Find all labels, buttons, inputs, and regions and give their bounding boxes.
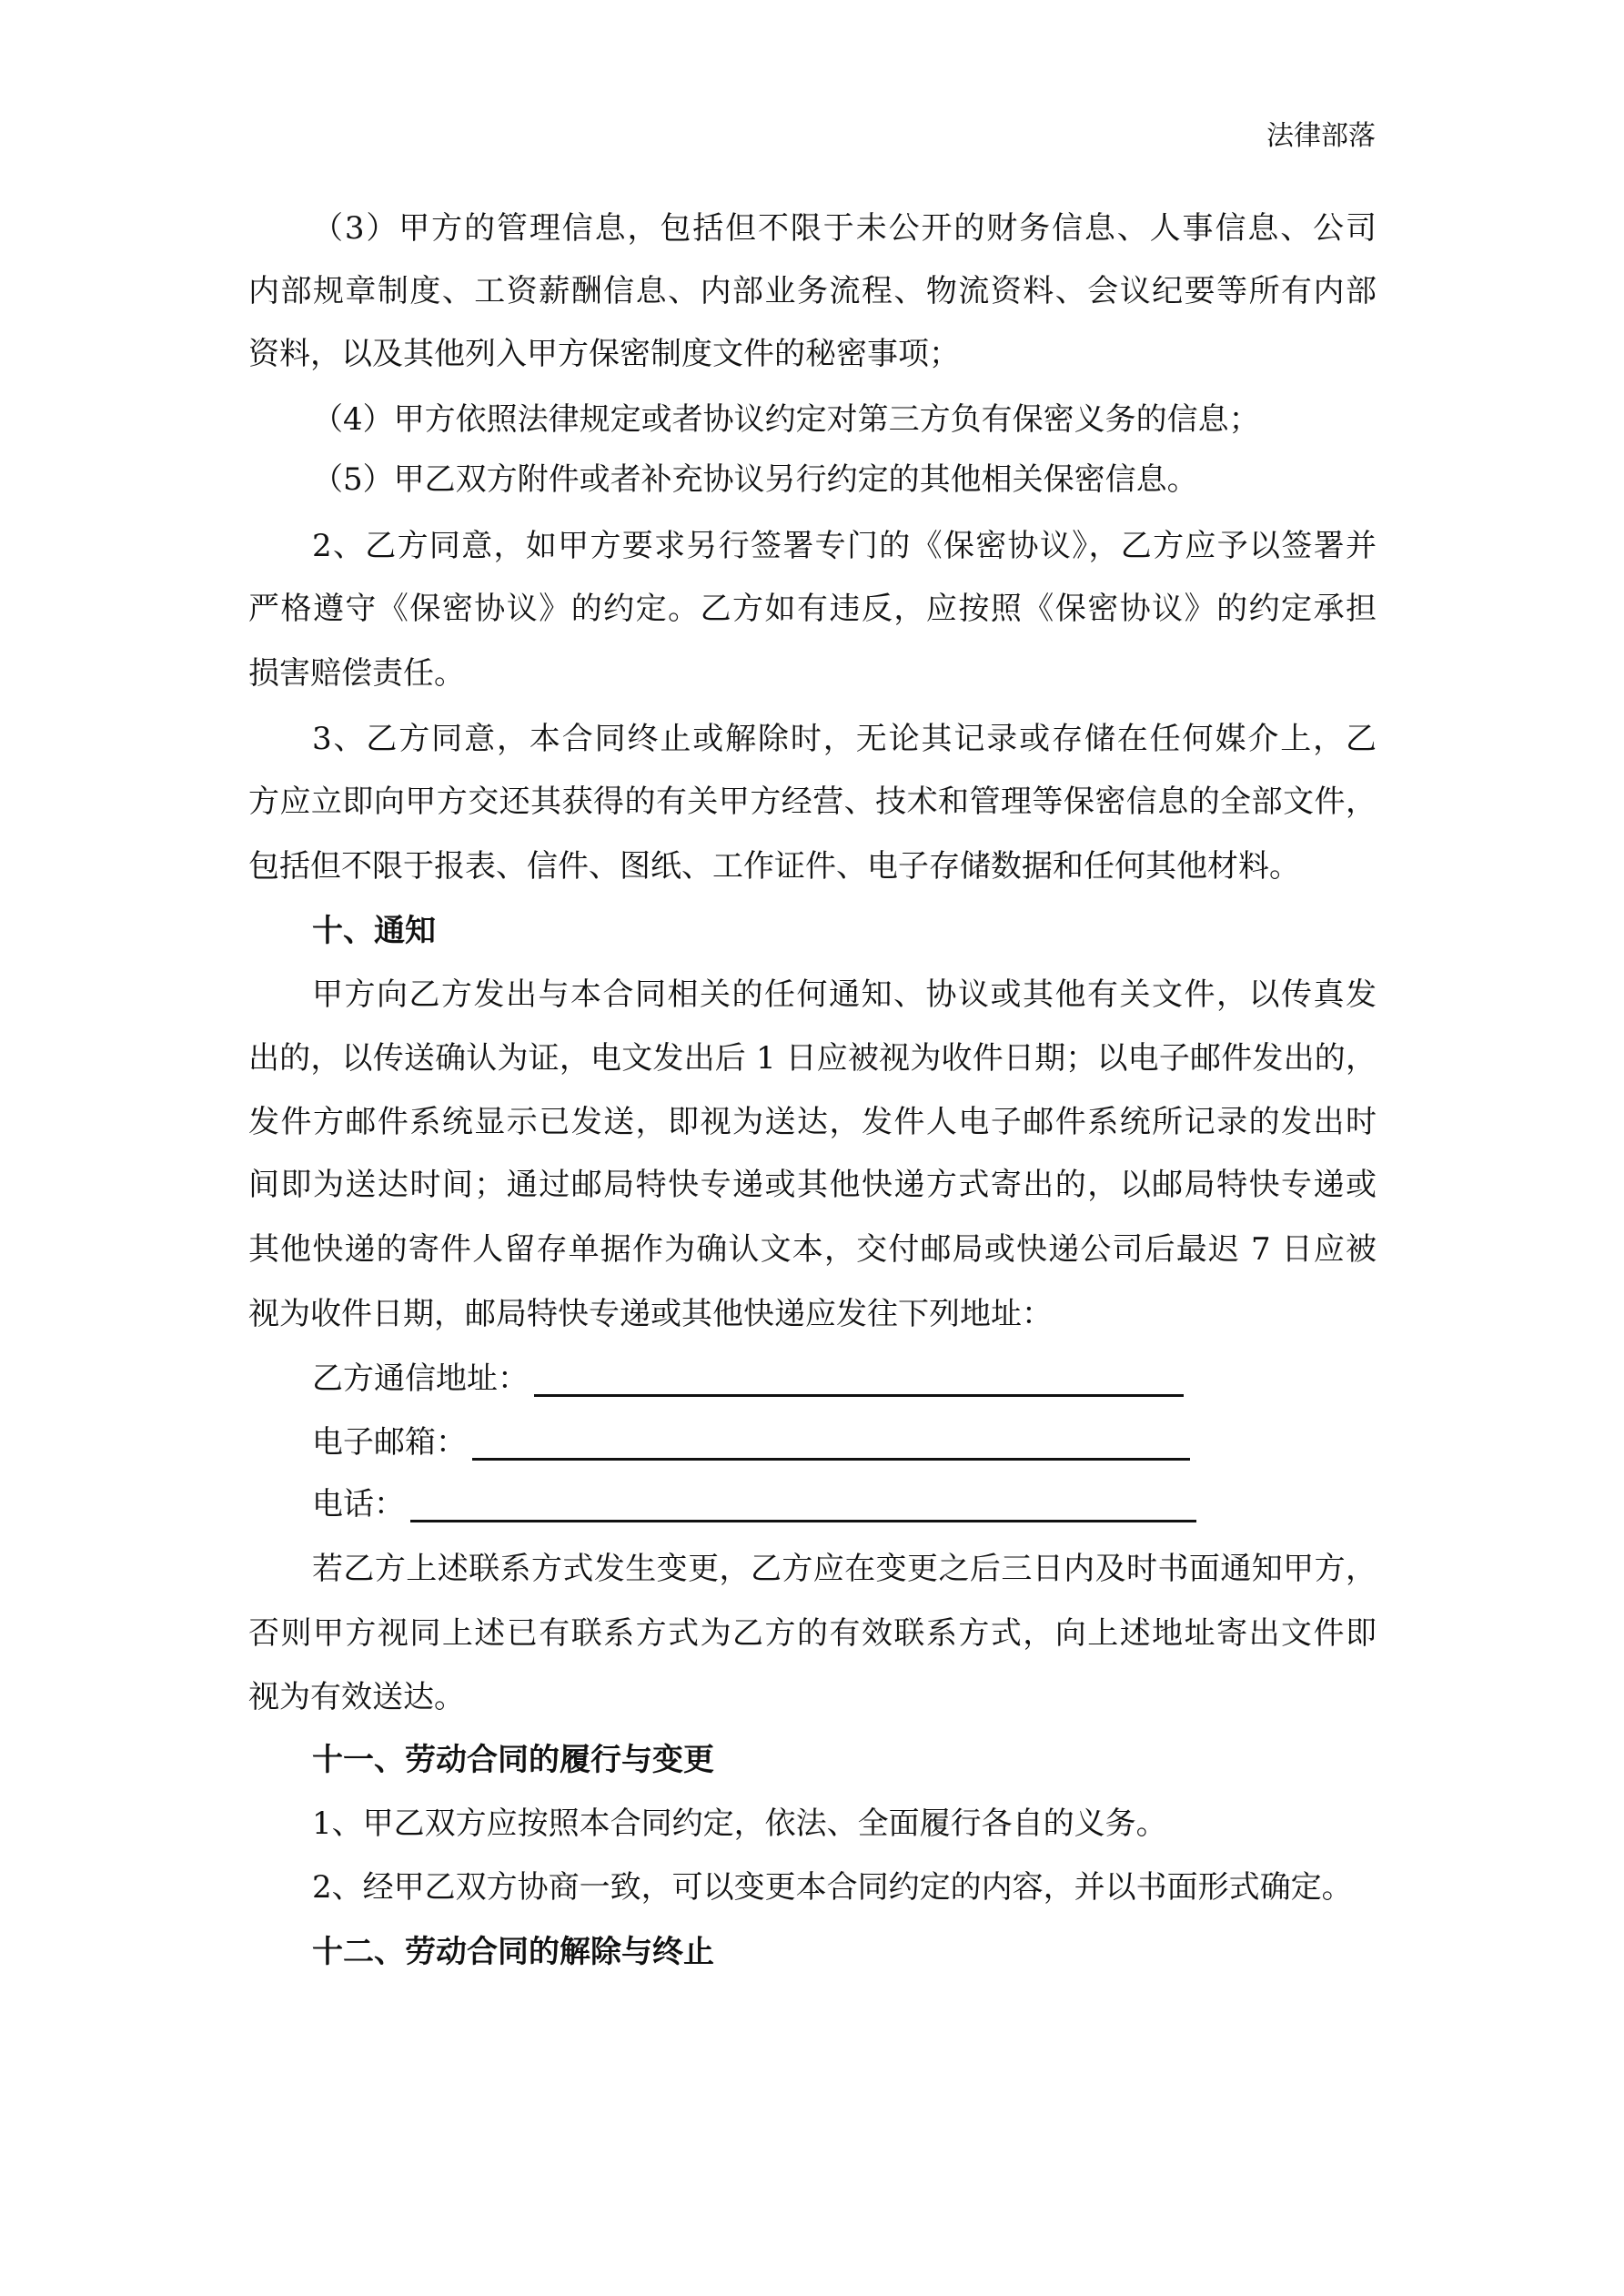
paragraph-line: 资料，以及其他列入甲方保密制度文件的秘密事项；: [248, 336, 960, 372]
paragraph-line: 视为收件日期，邮局特快专递或其他快递应发往下列地址：: [248, 1296, 1053, 1332]
address-label: 乙方通信地址：: [312, 1360, 529, 1397]
paragraph-line: 否则甲方视同上述已有联系方式为乙方的有效联系方式，向上述地址寄出文件即: [248, 1615, 1377, 1652]
paragraph-line: 方应立即向甲方交还其获得的有关甲方经营、技术和管理等保密信息的全部文件，: [248, 784, 1377, 820]
section-heading: 十、通知: [312, 913, 436, 949]
address-field[interactable]: [312, 1347, 1440, 1411]
paragraph-line: 视为有效送达。: [248, 1679, 465, 1715]
phone-blank[interactable]: [410, 1487, 1196, 1522]
paragraph-line: 包括但不限于报表、信件、图纸、工作证件、电子存储数据和任何其他材料。: [248, 848, 1300, 885]
section-heading: 十二、劳动合同的解除与终止: [312, 1934, 714, 1970]
paragraph-line: 内部规章制度、工资薪酬信息、内部业务流程、物流资料、会议纪要等所有内部: [248, 273, 1377, 309]
page-header: 法律部落: [1266, 120, 1376, 152]
address-blank[interactable]: [534, 1361, 1184, 1397]
paragraph-line: 3、乙方同意，本合同终止或解除时，无论其记录或存储在任何媒介上，乙: [312, 721, 1377, 757]
section-heading: 十一、劳动合同的履行与变更: [312, 1742, 714, 1778]
paragraph-line: 间即为送达时间；通过邮局特快专递或其他快递方式寄出的，以邮局特快专递或: [248, 1167, 1377, 1203]
paragraph-line: 1、甲乙双方应按照本合同约定，依法、全面履行各自的义务。: [312, 1805, 1167, 1842]
email-field[interactable]: [312, 1411, 1440, 1474]
phone-label: 电话：: [312, 1486, 405, 1522]
paragraph-line: （5）甲乙双方附件或者补充协议另行约定的其他相关保密信息。: [312, 461, 1198, 498]
email-blank[interactable]: [472, 1425, 1190, 1461]
paragraph-line: 若乙方上述联系方式发生变更，乙方应在变更之后三日内及时书面通知甲方，: [312, 1551, 1377, 1587]
paragraph-line: 出的，以传送确认为证，电文发出后 1 日应被视为收件日期；以电子邮件发出的，: [248, 1040, 1377, 1077]
paragraph-line: （3）甲方的管理信息，包括但不限于未公开的财务信息、人事信息、公司: [312, 210, 1377, 247]
paragraph-line: 2、经甲乙双方协商一致，可以变更本合同约定的内容，并以书面形式确定。: [312, 1869, 1353, 1906]
paragraph-line: 严格遵守《保密协议》的约定。乙方如有违反，应按照《保密协议》的约定承担: [248, 591, 1377, 627]
email-label: 电子邮箱：: [312, 1424, 467, 1461]
paragraph-line: 其他快递的寄件人留存单据作为确认文本，交付邮局或快递公司后最迟 7 日应被: [248, 1231, 1377, 1268]
phone-field[interactable]: [312, 1472, 1440, 1536]
paragraph-line: （4）甲方依照法律规定或者协议约定对第三方负有保密义务的信息；: [312, 401, 1260, 438]
paragraph-line: 2、乙方同意，如甲方要求另行签署专门的《保密协议》，乙方应予以签署并: [312, 528, 1377, 564]
paragraph-line: 甲方向乙方发出与本合同相关的任何通知、协议或其他有关文件，以传真发: [312, 976, 1377, 1013]
paragraph-line: 发件方邮件系统显示已发送，即视为送达，发件人电子邮件系统所记录的发出时: [248, 1104, 1377, 1140]
paragraph-line: 损害赔偿责任。: [248, 655, 465, 692]
